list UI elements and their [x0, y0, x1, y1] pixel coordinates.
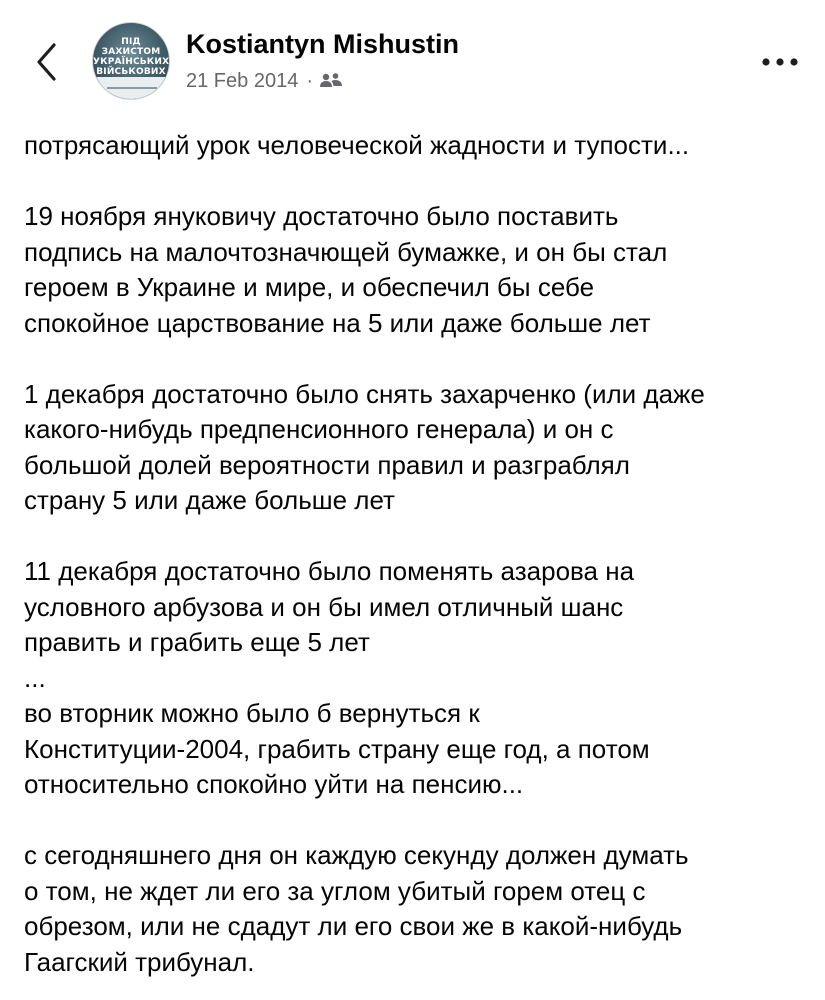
post-line: какого-нибудь предпенсионного генерала) и он с	[24, 414, 614, 444]
author-name[interactable]: Kostiantyn Mishustin	[186, 29, 460, 59]
post-line: править и грабить еще 5 лет	[24, 627, 370, 657]
back-button[interactable]	[26, 40, 66, 84]
post-header	[0, 0, 825, 130]
post-text	[24, 128, 814, 980]
post-line: 11 декабря достаточно было поменять азарова на	[24, 556, 635, 586]
avatar-text-line: ПІД ЗАХИСТОМ	[101, 37, 161, 57]
post-line: с сегодняшнего дня он каждую секунду должен думать	[24, 840, 689, 870]
post-line: большой долей вероятности правил и разграблял	[24, 449, 630, 480]
post-meta	[186, 68, 343, 94]
post-line: потрясающий урок человеческой жадности и тупости...	[24, 130, 690, 160]
more-horizontal-icon	[761, 57, 799, 67]
post-line: 1 декабря достаточно было снять захарченко (или даже	[24, 378, 705, 409]
post-line: ...	[24, 662, 46, 693]
chevron-left-icon	[35, 42, 57, 82]
post-line: во вторник можно было б вернуться к	[24, 698, 480, 728]
post-line: подпись на малочтозначющей бумажке, и он бы стал	[24, 236, 668, 267]
avatar-text-line: УКРАЇНСЬКИХ	[93, 57, 170, 67]
post-line: условного арбузова и он бы имел отличный шанс	[24, 591, 624, 622]
post-paragraph	[24, 128, 814, 164]
post-paragraph	[24, 199, 814, 341]
post-line: Гаагский трибунал.	[24, 946, 255, 977]
more-options-button[interactable]	[758, 48, 802, 76]
post-paragraph	[24, 838, 814, 980]
post-line: героем в Украине и мире, и обеспечил бы себе	[24, 272, 595, 302]
post-line: о том, не ждет ли его за углом убитый горем отец с	[24, 875, 646, 906]
post-paragraph	[24, 377, 814, 519]
post-line: страну 5 или даже больше лет	[24, 485, 395, 515]
avatar-band-line	[107, 87, 157, 89]
avatar-text-line: ВІЙСЬКОВИХ	[96, 67, 166, 77]
post-line: 19 ноября януковичу достаточно было поставить	[24, 201, 619, 231]
post-line: обрезом, или не сдадут ли его свои же в какой-нибудь	[24, 911, 683, 941]
post-date[interactable]: 21 Feb 2014	[186, 69, 299, 92]
avatar[interactable]	[92, 22, 170, 100]
friends-icon	[319, 72, 343, 90]
post-paragraph	[24, 554, 814, 803]
post-line: Конституции-2004, грабить страну еще год, а потом	[24, 733, 650, 764]
post-line: относительно спокойно уйти на пенсию...	[24, 769, 524, 799]
meta-separator: ·	[306, 69, 313, 92]
post-line: спокойное царствование на 5 или даже больше лет	[24, 307, 651, 338]
avatar-logo-text	[93, 37, 169, 77]
